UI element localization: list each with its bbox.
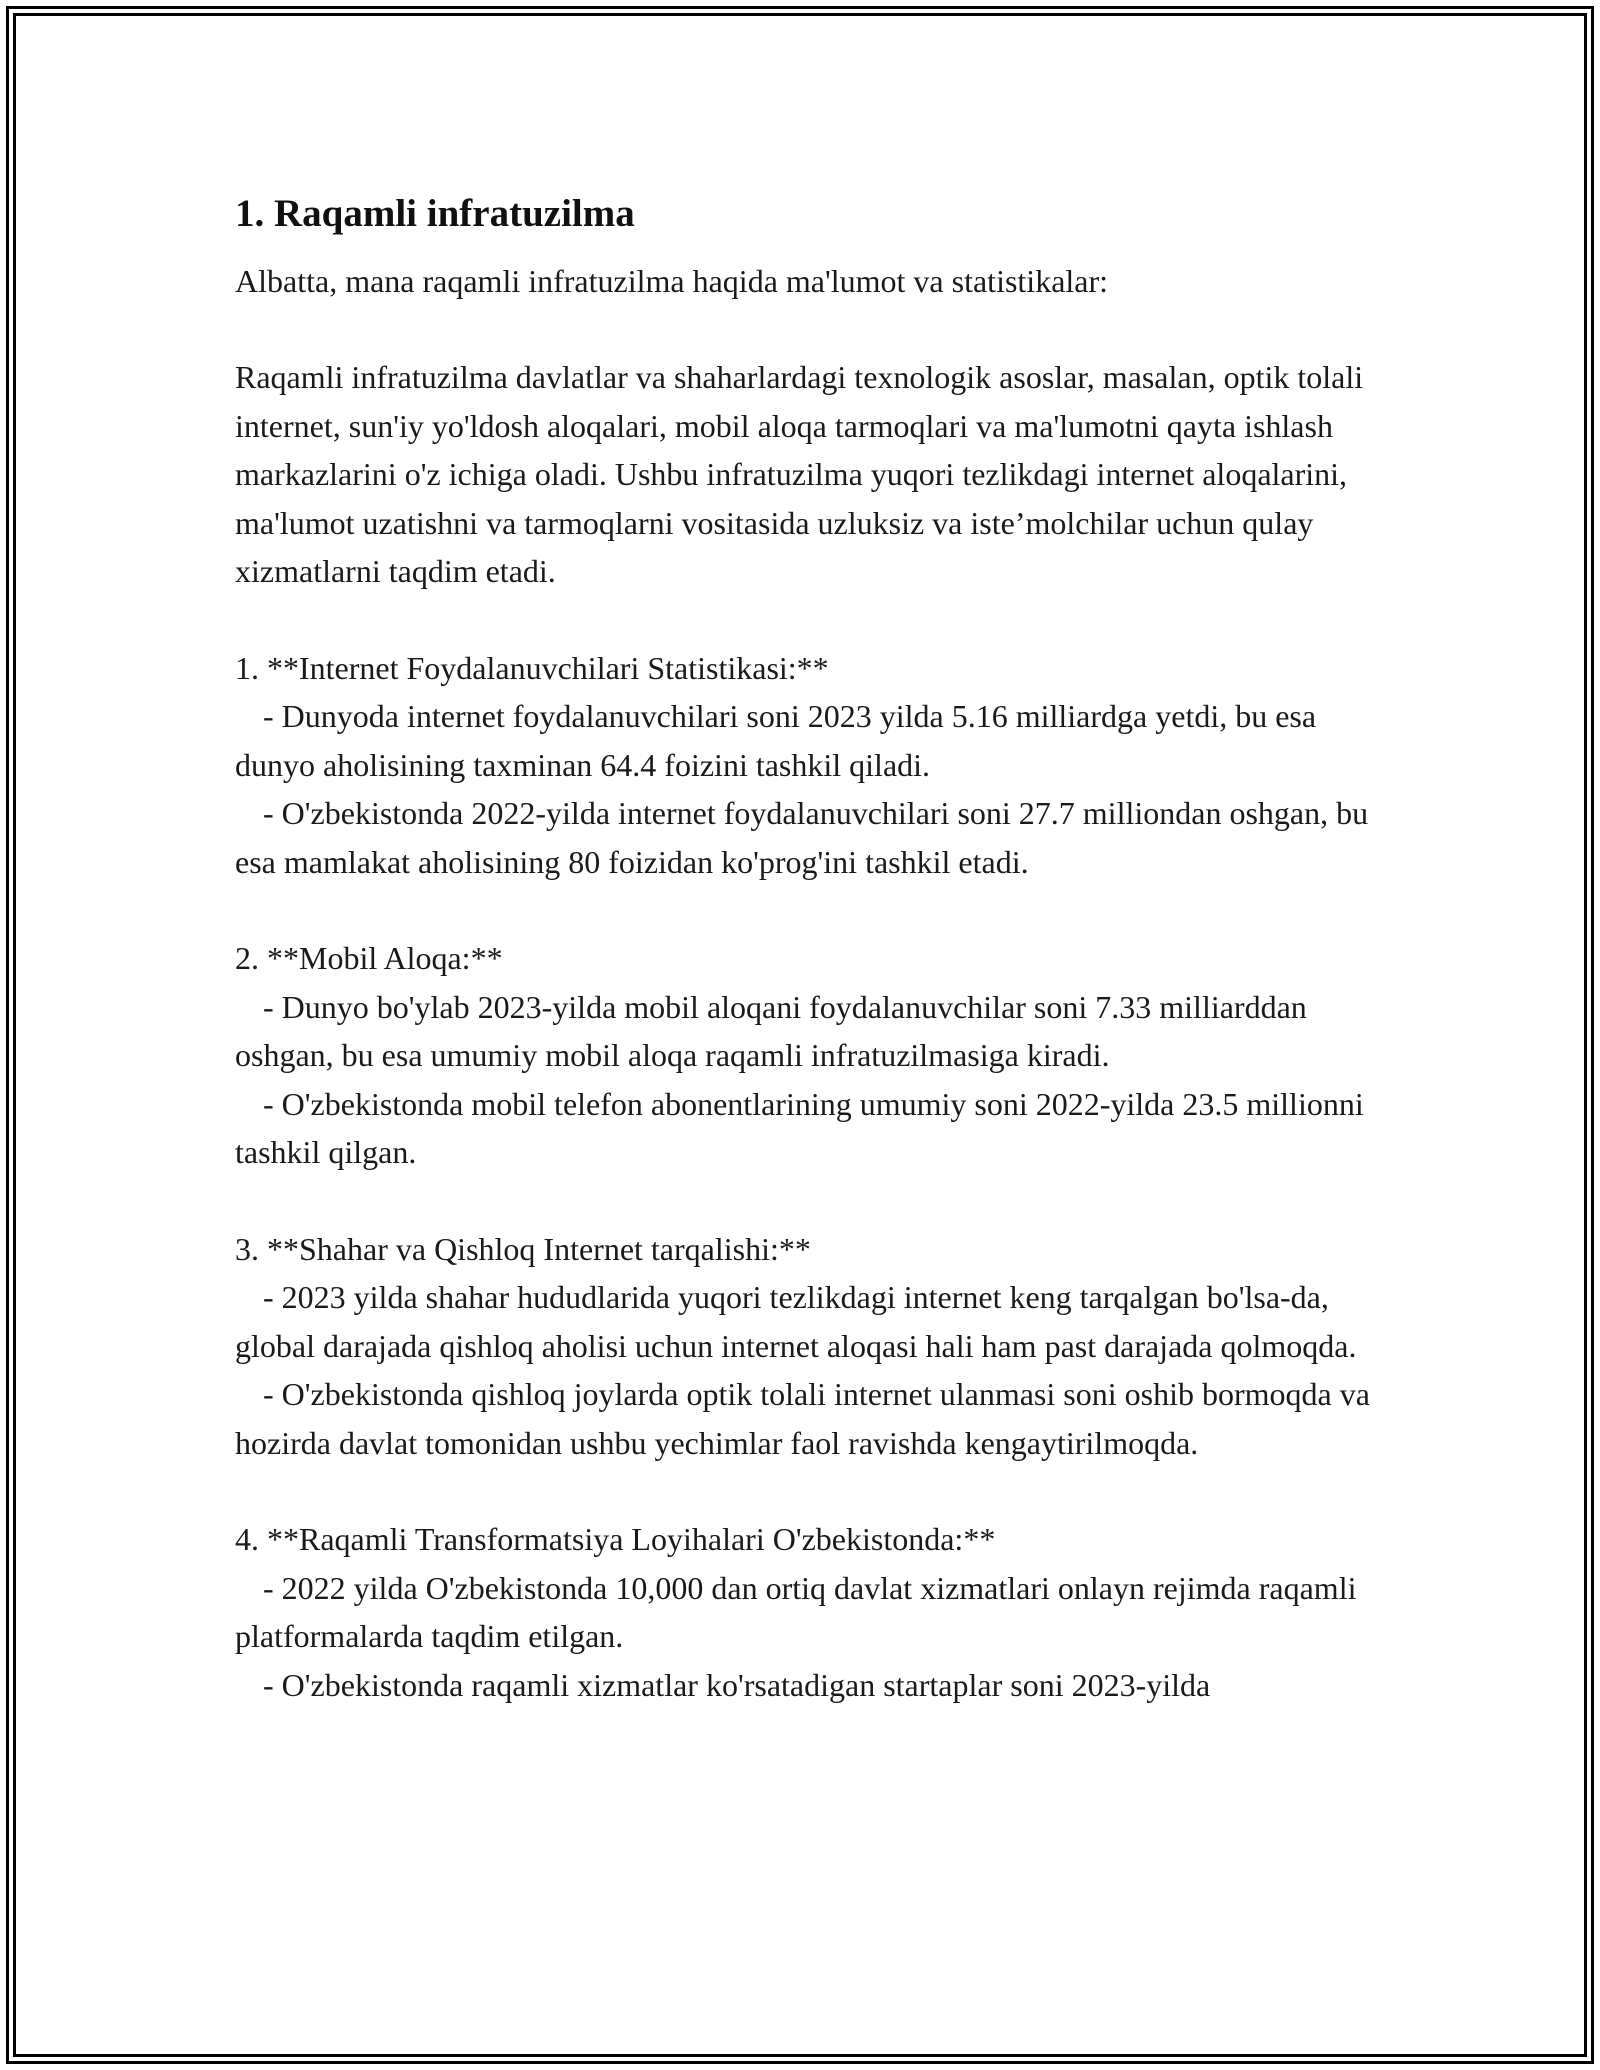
list-item: - O'zbekistonda qishloq joylarda optik tolali internet ulanmasi soni oshib bormoqda va hozirda davlat tomonidan ushbu yechimlar faol ravishda kengaytirilmoqda. [235,1376,1370,1461]
section-heading: 4. **Raqamli Transformatsiya Loyihalari O'zbekistonda:** [235,1521,996,1557]
list-item: - O'zbekistonda mobil telefon abonentlarining umumiy soni 2022-yilda 23.5 millionni tashkil qilgan. [235,1085,1364,1170]
list-item: - Dunyo bo'ylab 2023-yilda mobil aloqani foydalanuvchilar soni 7.33 milliarddan oshgan, bu esa umumiy mobil aloqa raqamli infratuzilmasiga kiradi. [235,988,1307,1073]
list-item: - 2022 yilda O'zbekistonda 10,000 dan ortiq davlat xizmatlari onlayn rejimda raqamli platformalarda taqdim etilgan. [235,1569,1357,1654]
section-internet-users [235,644,1385,887]
section-heading: 2. **Mobil Aloqa:** [235,940,503,976]
list-item: - O'zbekistonda raqamli xizmatlar ko'rsatadigan startaplar soni 2023-yilda [263,1666,1211,1703]
page-title: 1. Raqamli infratuzilma [235,192,635,235]
section-mobile [235,934,1385,1177]
intro-text: Albatta, mana raqamli infratuzilma haqida ma'lumot va statistikalar: [235,263,1109,299]
section-urban-rural [235,1225,1385,1468]
list-item: - O'zbekistonda 2022-yilda internet foydalanuvchilari soni 27.7 milliondan oshgan, bu esa mamlakat aholisining 80 foizidan ko'prog'ini tashkil etadi. [235,795,1369,880]
section-digital-transformation [235,1515,1385,1709]
section-heading: 1. **Internet Foydalanuvchilari Statistikasi:** [235,649,829,686]
description-paragraph: Raqamli infratuzilma davlatlar va shaharlardagi texnologik asoslar, masalan, optik tolali internet, sun'iy yo'ldosh aloqalari, mobil aloqa tarmoqlari va ma'lumotni qayta ishlash markazlarini o'z ichiga oladi. Ushbu infratuzilma yuqori tezlikdagi internet aloqalarini, ma'lumot uzatishni va tarmoqlarni vositasida uzluksiz va iste’molchilar uchun qulay xizmatlarni taqdim etadi. [235,359,1364,589]
list-item: - Dunyoda internet foydalanuvchilari soni 2023 yilda 5.16 milliardga yetdi, bu esa dunyo aholisining taxminan 64.4 foizini tashkil qiladi. [235,698,1317,783]
section-heading: 3. **Shahar va Qishloq Internet tarqalishi:** [235,1230,811,1267]
list-item: - 2023 yilda shahar hududlarida yuqori tezlikdagi internet keng tarqalgan bo'lsa-da, global darajada qishloq aholisi uchun internet aloqasi hali ham past darajada qolmoqda. [235,1279,1357,1364]
document-body [235,188,1385,1709]
